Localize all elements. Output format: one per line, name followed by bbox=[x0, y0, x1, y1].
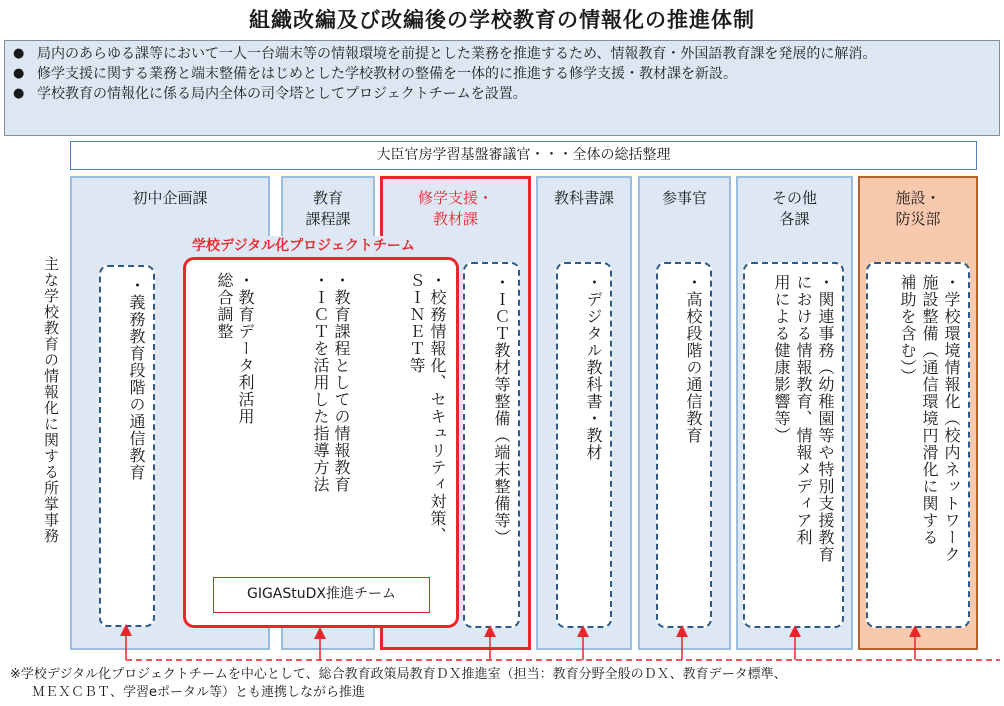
dept-title: 教育 課程課 bbox=[305, 189, 351, 228]
task-line: ・校務情報化、セキュリティ対策、 bbox=[428, 272, 447, 544]
task-line: ・学校環境情報化（校内ネットワーク bbox=[942, 274, 961, 563]
task-line: ・教育課程としての情報教育 bbox=[332, 272, 351, 493]
black-circle-icon: ● bbox=[13, 66, 25, 81]
task-line: ・ＩＣＴを活用した指導方法 bbox=[311, 272, 330, 493]
task-line: 施設整備（通信環境円滑化に関する bbox=[920, 274, 939, 546]
task-line: ・義務教育段階の通信教育 bbox=[127, 277, 146, 481]
task-line: ・教育データ利活用 bbox=[236, 272, 255, 425]
footnote bbox=[10, 666, 787, 702]
task-line: ・ＩＣＴ教材等整備（端末整備等） bbox=[492, 274, 511, 546]
task-line: ＳＩＮＥＴ等 bbox=[407, 272, 426, 374]
minister-box: 大臣官房学習基盤審議官・・・全体の総括整理 bbox=[70, 141, 977, 170]
project-team-label: 学校デジタル化プロジェクトチーム bbox=[188, 236, 419, 257]
dept-title: 修学支援・ 教材課 bbox=[417, 189, 493, 228]
task-line: ・高校段階の通信教育 bbox=[684, 274, 703, 444]
task-line: ・関連事務（幼稚園等や特別支援教育 bbox=[816, 274, 835, 563]
summary-text: 修学支援に関する業務と端末整備をはじめとした学校教材の整備を一体的に推進する修学支援・教材課を新設。 bbox=[37, 66, 737, 82]
summary-text: 局内のあらゆる課等において一人一台端末等の情報環境を前提とした業務を推進するため、情報教育・外国語教育課を発展的に解消。 bbox=[37, 46, 877, 62]
dept-title: 初中企画課 bbox=[132, 189, 208, 207]
side-label: 主な学校教育の情報化に関する所掌事務 bbox=[42, 256, 60, 544]
task-line: 補助を含む）） bbox=[898, 274, 917, 385]
footnote-line: ＭＥＸＣＢＴ、学習eポータル等）とも連携しながら推進 bbox=[32, 685, 365, 700]
gigas-team-box: GIGAStuDX推進チーム bbox=[213, 577, 430, 613]
task-line: 総合調整 bbox=[215, 272, 234, 340]
summary-text: 学校教育の情報化に係る局内全体の司令塔としてプロジェクトチームを設置。 bbox=[37, 86, 527, 102]
dept-title: 参事官 bbox=[661, 189, 707, 207]
dept-title: その他 各課 bbox=[771, 189, 817, 228]
footnote-line: ※学校デジタル化プロジェクトチームを中心として、総合教育政策局教育ＤＸ推進室（担当：教育分野全般のＤＸ、教育データ標準、 bbox=[10, 667, 787, 682]
task-line: 用による健康影響等） bbox=[772, 274, 791, 444]
black-circle-icon: ● bbox=[13, 86, 25, 101]
black-circle-icon: ● bbox=[13, 46, 25, 61]
page-title: 組織改編及び改編後の学校教育の情報化の推進体制 bbox=[249, 8, 755, 32]
dept-title: 教科書課 bbox=[553, 189, 614, 207]
task-line: ・デジタル教科書・教材 bbox=[584, 274, 603, 461]
task-line: における情報教育、情報メディア利 bbox=[794, 274, 813, 546]
dept-title: 施設・ 防災部 bbox=[895, 189, 941, 228]
